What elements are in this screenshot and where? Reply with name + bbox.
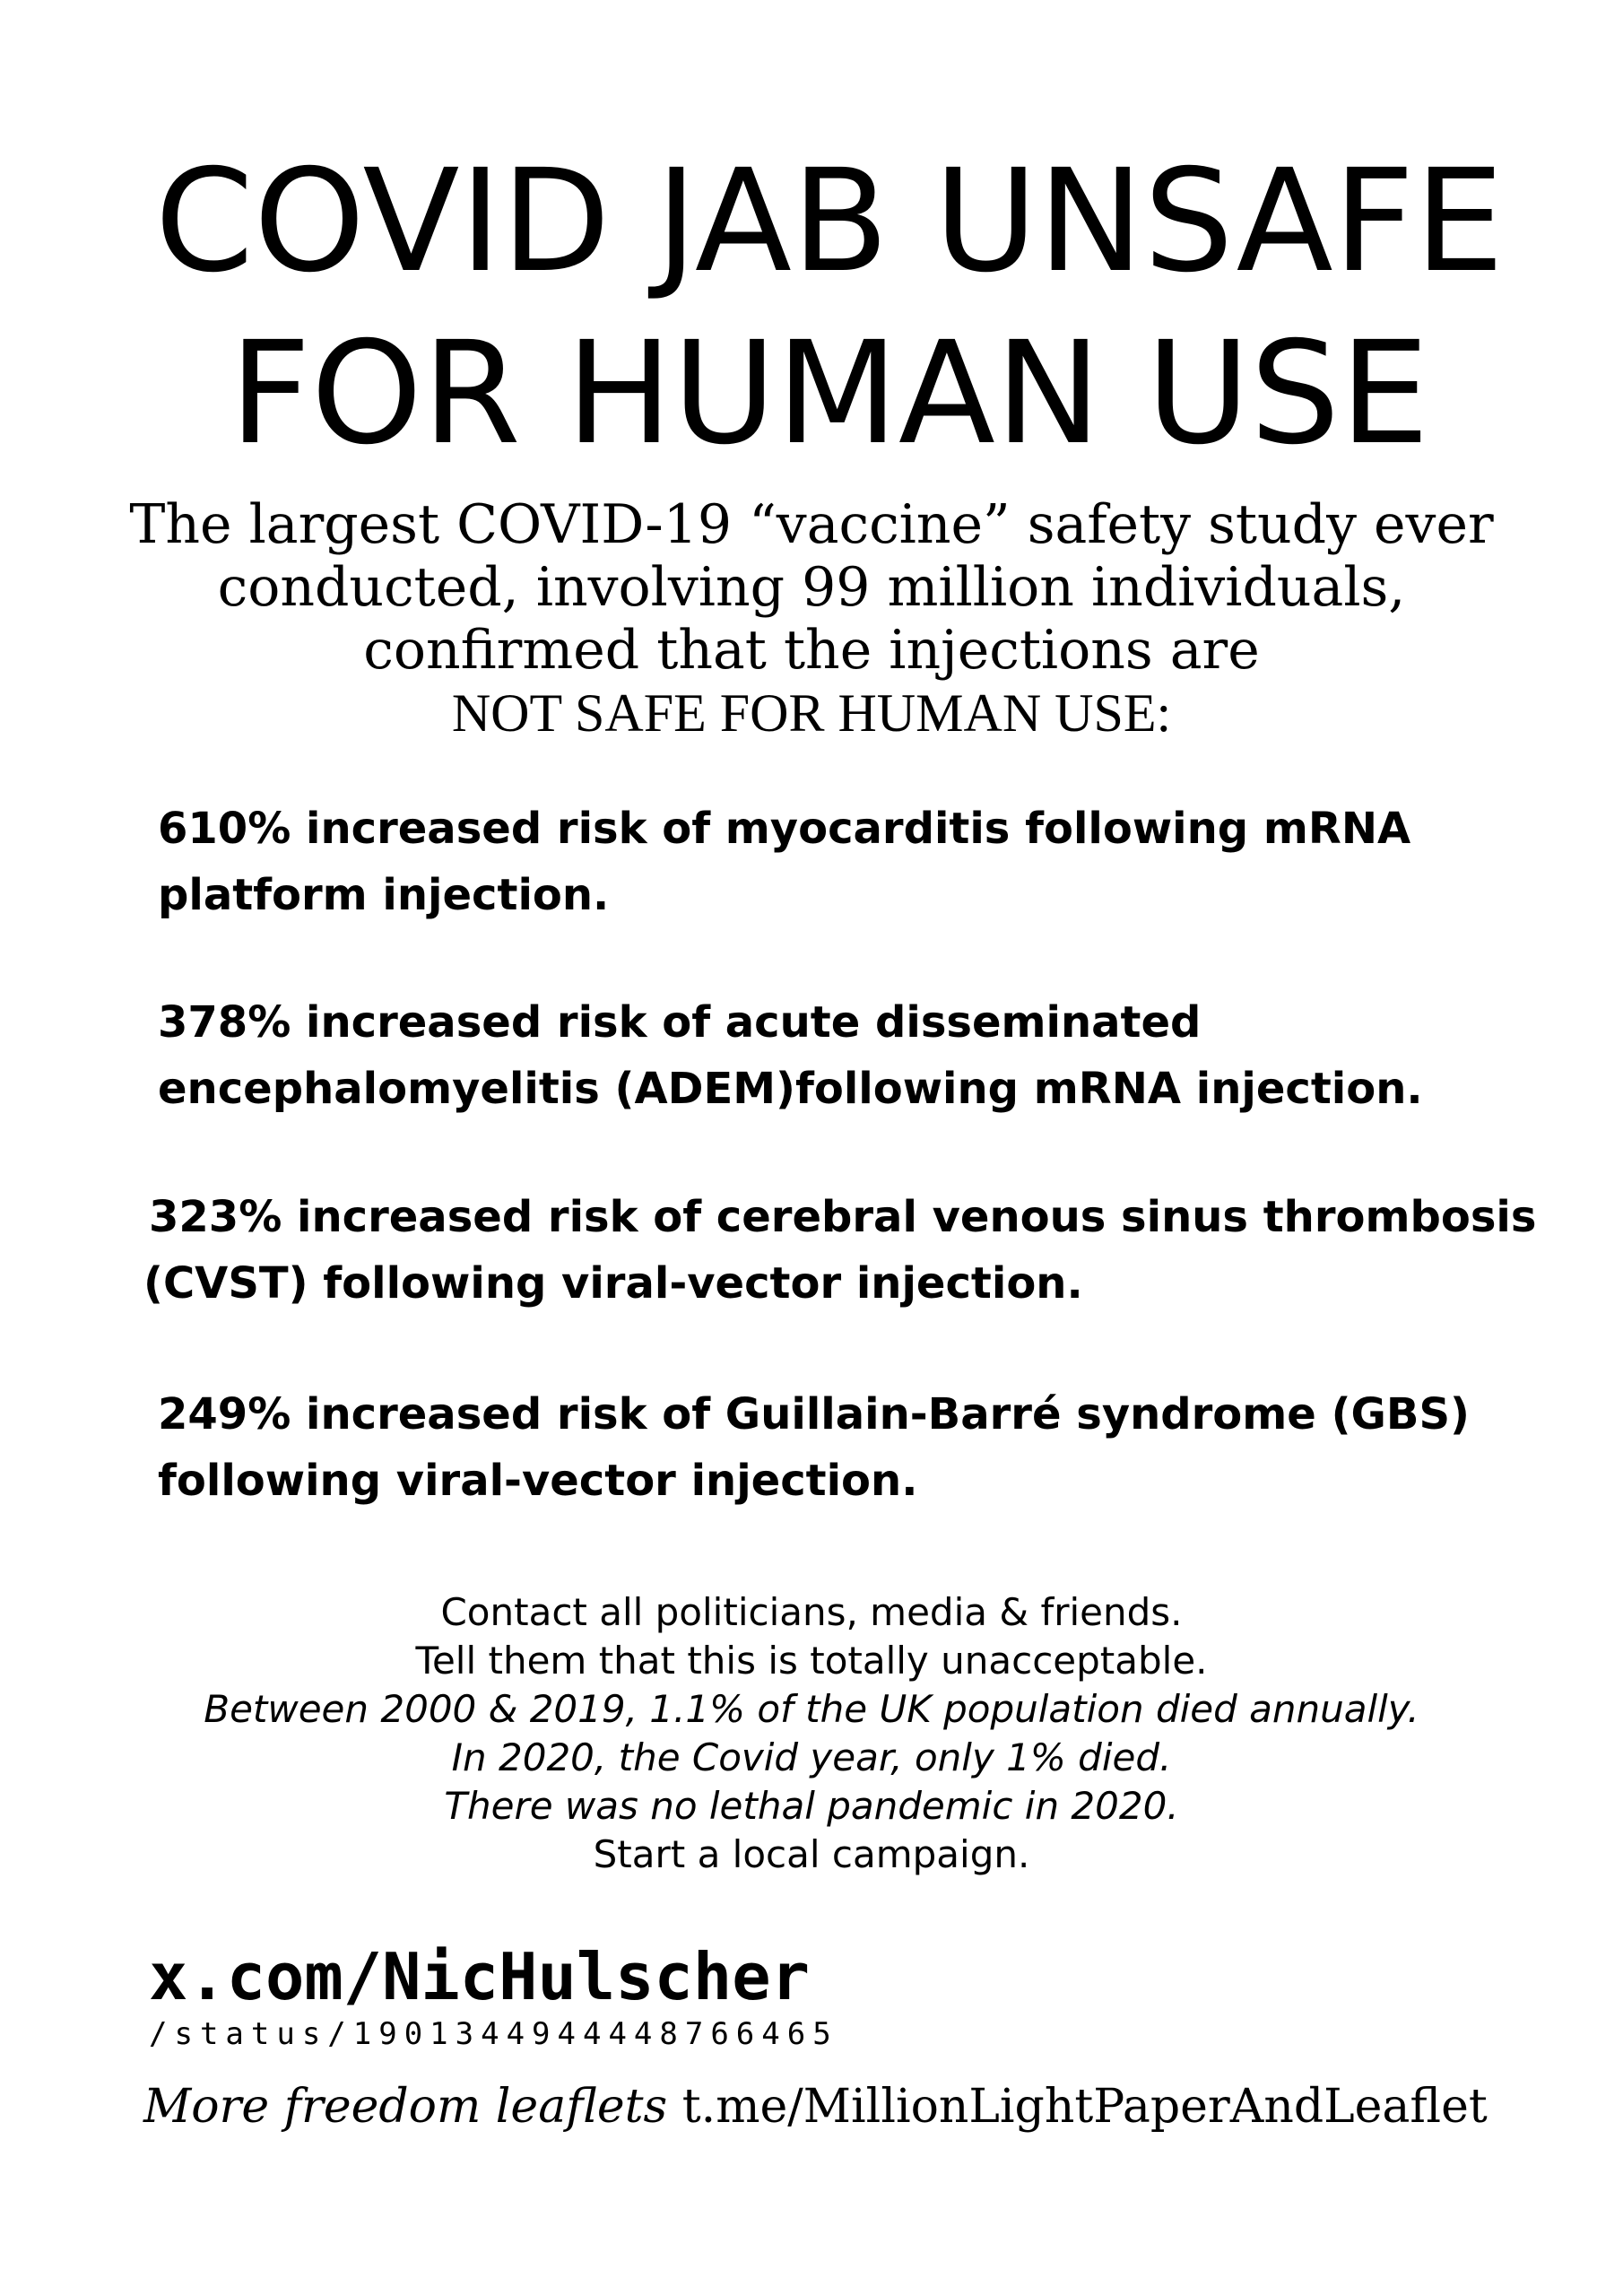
call-line-4: In 2020, the Covid year, only 1% died. [451, 1735, 1172, 1779]
source-handle: x.com/NicHulscher [149, 1939, 810, 2014]
source-status: /status/1901344944448766465 [149, 2016, 838, 2052]
intro-line-4: NOT SAFE FOR HUMAN USE: [451, 683, 1172, 743]
footer [143, 2079, 1488, 2135]
finding-1-line-1: 610% increased risk of myocarditis following mRNA [158, 804, 1411, 854]
intro-line-3: confirmed that the injections are [363, 619, 1260, 682]
intro-line-1: The largest COVID-19 “vaccine” safety study ever [129, 493, 1494, 556]
call-line-5: There was no lethal pandemic in 2020. [444, 1784, 1179, 1828]
call-line-6: Start a local campaign. [593, 1832, 1030, 1876]
headline-line-1: COVID JAB UNSAFE [154, 139, 1505, 304]
finding-3-line-2: (CVST) following viral-vector injection. [143, 1258, 1083, 1309]
finding-3-line-1: 323% increased risk of cerebral venous sinus thrombosis [149, 1192, 1537, 1242]
footer-link: t.me/MillionLightPaperAndLeaflet [681, 2080, 1488, 2134]
call-line-3: Between 2000 & 2019, 1.1% of the UK population died annually. [204, 1687, 1419, 1731]
intro-line-2: conducted, involving 99 million individuals, [217, 556, 1406, 619]
finding-2-line-1: 378% increased risk of acute disseminated [158, 997, 1202, 1048]
finding-1-line-2: platform injection. [158, 870, 610, 920]
finding-4-line-1: 249% increased risk of Guillain-Barré syndrome (GBS) [158, 1389, 1470, 1439]
finding-2-line-2: encephalomyelitis (ADEM)following mRNA injection. [158, 1064, 1423, 1114]
footer-label: More freedom leaflets [143, 2080, 668, 2134]
headline-line-2: FOR HUMAN USE [229, 311, 1430, 476]
finding-4-line-2: following viral-vector injection. [158, 1456, 918, 1506]
call-line-1: Contact all politicians, media & friends. [440, 1590, 1183, 1634]
call-line-2: Tell them that this is totally unacceptable. [415, 1639, 1208, 1683]
